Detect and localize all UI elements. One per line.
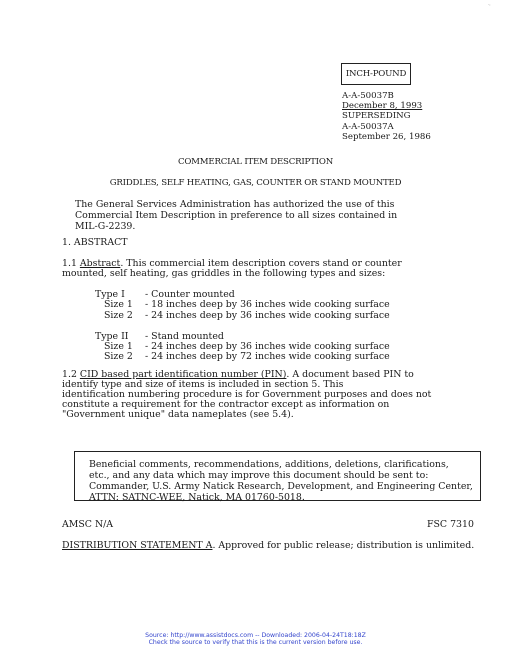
superseded-doc-date: September 26, 1986 xyxy=(342,131,431,142)
notice-line: Commander, U.S. Army Natick Research, Development, and Engineering Center, xyxy=(89,481,473,492)
document-title: COMMERCIAL ITEM DESCRIPTION xyxy=(177,157,334,167)
distribution-statement xyxy=(62,540,474,551)
footer-line: Check the source to verify that this is the current version before use. xyxy=(148,639,363,647)
abstract-label: Abstract xyxy=(79,258,121,269)
section-1-heading: 1. ABSTRACT xyxy=(62,237,128,248)
paragraph-number: 1.2 xyxy=(62,369,80,380)
corner-mark: ·: xyxy=(488,2,491,7)
paragraph-1-2-line: constitute a requirement for the contractor except as information on xyxy=(62,399,390,410)
notice-line: etc., and any data which may improve this document should be sent to: xyxy=(89,470,429,481)
type-description: - Counter mounted xyxy=(145,289,235,300)
size-label: Size 2 xyxy=(104,309,133,321)
pin-text: . A document based PIN to xyxy=(286,369,414,380)
fsc-code: FSC 7310 xyxy=(427,519,474,530)
size-label: Size 1 xyxy=(104,340,133,352)
size-description: - 24 inches deep by 36 inches wide cooking surface xyxy=(145,340,390,352)
comments-notice-box xyxy=(74,451,481,501)
footer-line: Source: http://www.assistdocs.com -- Downloaded: 2006-04-24T18:18Z xyxy=(145,632,366,639)
paragraph-1-1-line: mounted, self heating, gas griddles in the following types and sizes: xyxy=(62,268,386,279)
inch-pound-label: INCH-POUND xyxy=(345,69,407,79)
type-label: Type II xyxy=(95,330,129,342)
paragraph-1-2-line: identification numbering procedure is for Government purposes and does not xyxy=(62,389,432,400)
intro-line: MIL-G-2239. xyxy=(75,221,136,232)
size-description: - 18 inches deep by 36 inches wide cooking surface xyxy=(145,299,390,311)
comments-notice-text xyxy=(89,459,479,503)
intro-paragraph xyxy=(75,199,435,232)
doc-date: December 8, 1993 xyxy=(342,101,423,112)
paragraph-1-2-line: "Government unique" data nameplates (see 5.4). xyxy=(62,409,294,420)
distribution-label: DISTRIBUTION STATEMENT A xyxy=(62,540,213,551)
doc-number: A-A-50037B xyxy=(342,91,394,101)
intro-line: Commercial Item Description in preference to all sizes contained in xyxy=(75,210,398,221)
pin-label: CID based part identification number (PIN) xyxy=(79,369,287,380)
document-subtitle: GRIDDLES, SELF HEATING, GAS, COUNTER OR STAND MOUNTED xyxy=(109,178,402,188)
superseded-doc-number: A-A-50037A xyxy=(342,121,394,132)
type-label: Type I xyxy=(95,289,125,300)
type-description: - Stand mounted xyxy=(145,330,224,342)
distribution-text: . Approved for public release; distribution is unlimited. xyxy=(212,540,475,551)
size-label: Size 1 xyxy=(104,299,133,311)
superseding-label: SUPERSEDING xyxy=(342,111,411,122)
amsc-code: AMSC N/A xyxy=(62,519,114,530)
paragraph-1-2-line: identify type and size of items is included in section 5. This xyxy=(62,379,344,390)
inch-pound-box xyxy=(341,63,411,85)
size-description: - 24 inches deep by 36 inches wide cooking surface xyxy=(145,309,390,321)
size-label: Size 2 xyxy=(104,351,133,363)
size-description: - 24 inches deep by 72 inches wide cooking surface xyxy=(145,351,390,363)
intro-line: The General Services Administration has authorized the use of this xyxy=(75,199,395,210)
abstract-text: . This commercial item description covers stand or counter xyxy=(120,258,402,269)
notice-line: ATTN: SATNC-WEE, Natick, MA 01760-5018. xyxy=(89,492,305,503)
notice-line: Beneficial comments, recommendations, additions, deletions, clarifications, xyxy=(89,459,449,470)
document-identifier xyxy=(342,91,431,142)
paragraph-number: 1.1 xyxy=(62,258,80,269)
source-footer xyxy=(0,632,511,646)
